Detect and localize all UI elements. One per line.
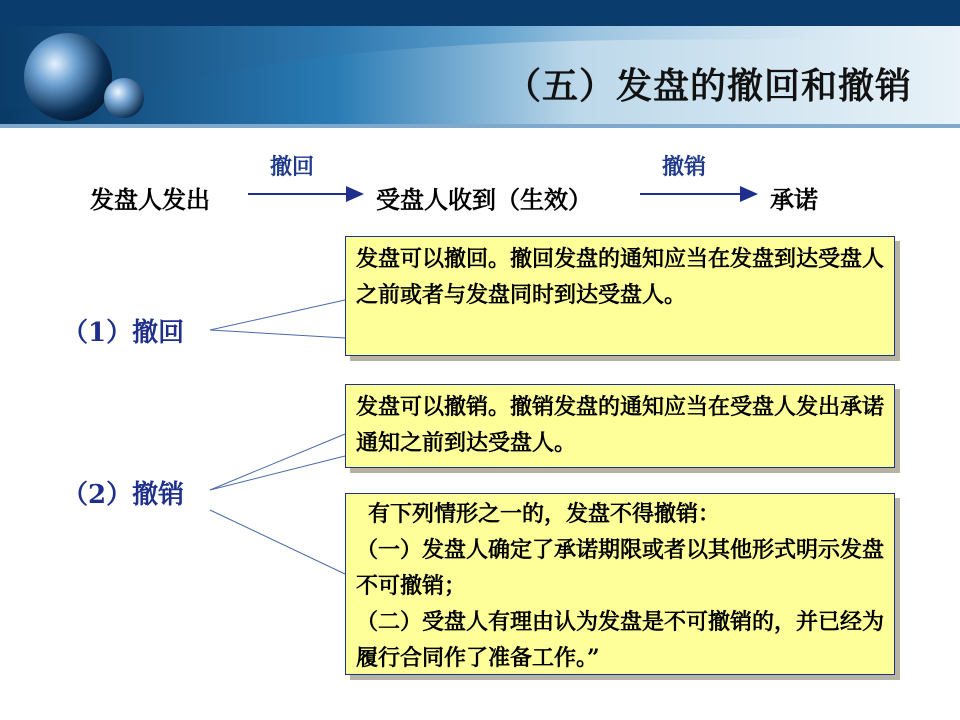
flow-label-withdraw: 撤回 — [270, 154, 315, 180]
flow-end: 承诺 — [770, 185, 818, 214]
connector-revoke-bottom — [210, 510, 345, 574]
withdraw-box-text: 发盘可以撤回。撤回发盘的通知应当在发盘到达受盘人之前或者与发盘同时到达受盘人。 — [356, 246, 885, 308]
connector-withdraw-bottom — [210, 330, 345, 338]
revoke-box — [345, 384, 895, 468]
page-title: （五）发盘的撤回和撤销 — [504, 66, 912, 107]
exception-line-2: （一）发盘人确定了承诺期限或者以其他形式明示发盘不可撤销； — [356, 537, 885, 599]
flow-start: 发盘人发出 — [90, 185, 210, 214]
connector-revoke-mid — [210, 456, 345, 490]
revoke-box-text: 发盘可以撤销。撤销发盘的通知应当在受盘人发出承诺通知之前到达受盘人。 — [356, 394, 885, 456]
revoke-section-label: （2）撤销 — [62, 480, 185, 510]
connector-revoke-top — [210, 434, 345, 490]
withdraw-box — [345, 236, 895, 356]
flow-label-revoke: 撤销 — [662, 154, 707, 180]
exception-line-3: （二）受盘人有理由认为发盘是不可撤销的，并已经为履行合同作了准备工作。” — [356, 609, 885, 671]
exception-line-1: 有下列情形之一的，发盘不得撤销： — [368, 501, 721, 527]
withdraw-section-label: （1）撤回 — [62, 318, 185, 348]
exception-box — [345, 493, 895, 675]
connector-withdraw-top — [210, 300, 345, 330]
flow-middle: 受盘人收到（生效） — [376, 185, 592, 214]
